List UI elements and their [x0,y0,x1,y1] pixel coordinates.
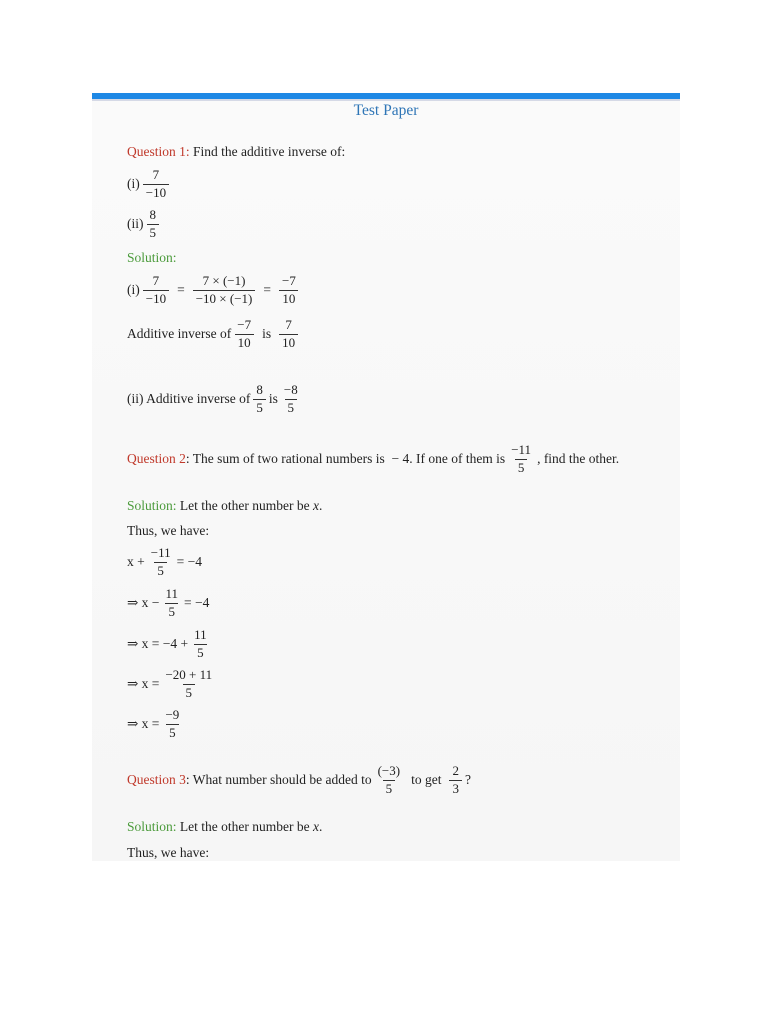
part-label: (i) [127,176,140,192]
numerator: 11 [165,586,178,601]
question-1-part-i [127,168,172,201]
fraction [253,383,266,416]
text: = −4 [183,595,210,611]
question-2-label: Question 2 [127,451,186,467]
denominator: 10 [235,334,254,351]
denominator: 5 [183,684,196,701]
question-2-step-1 [127,546,202,579]
question-1-part-ii [127,208,162,241]
fraction [508,443,534,476]
question-2-step-3 [127,628,213,661]
text: to get [411,772,442,788]
question-2-thus: Thus, we have: [127,523,210,538]
text: Additive inverse of [127,326,232,342]
numerator: −11 [511,442,532,457]
fraction [193,274,256,307]
page-title: Test Paper [353,102,419,119]
text: . [318,498,323,513]
denominator: 5 [515,459,528,476]
question-3-label: Question 3 [127,772,186,788]
fraction [162,708,182,741]
question-1-solution-label: Solution: [127,250,177,265]
numerator: −20 + 11 [165,667,213,682]
numerator: −8 [283,382,298,397]
fraction [148,546,174,579]
text: ⇒ x − [127,595,160,611]
solution-1-part-ii [127,383,304,416]
question-1-heading [127,144,345,160]
denominator: 10 [279,290,298,307]
denominator: 5 [253,399,266,416]
question-1-label: Question 1: [127,144,190,159]
question-3-solution-intro [127,819,322,835]
equals-sign: = [177,282,185,298]
text: ⇒ x = [127,716,160,732]
variable: x [312,498,319,513]
numerator: −11 [150,545,171,560]
fraction [162,668,215,701]
text: Let the other number be [176,819,313,834]
question-3-thus: Thus, we have: [127,845,210,860]
numerator: 7 [152,167,160,182]
denominator: −10 [143,184,169,201]
text: ? [464,772,471,788]
denominator: 3 [449,780,462,797]
numerator: 2 [452,763,459,778]
numerator: 8 [256,382,263,397]
denominator: 5 [285,399,298,416]
numerator: −9 [165,707,180,722]
document-page [92,101,680,861]
text: = −4 [176,554,202,570]
text: x + [127,554,145,570]
question-2-step-2 [127,587,209,620]
part-label: (i) [127,282,140,298]
fraction [279,274,299,307]
fraction [449,764,462,797]
numerator: (−3) [377,763,401,778]
numerator: −7 [282,273,296,288]
denominator: 5 [383,780,396,797]
text: ⇒ x = −4 + [127,636,189,652]
variable: x [312,819,319,834]
text: (ii) Additive inverse of [127,391,251,407]
text: is [268,391,278,407]
question-3-text: : What number should be added to [185,772,372,788]
question-2-step-5 [127,708,185,741]
denominator: 5 [147,224,160,241]
question-2-heading [127,443,619,476]
denominator: −10 [143,290,169,307]
question-2-solution-label: Solution: [127,498,177,513]
solution-1-part-i [127,274,302,307]
denominator: 5 [154,562,167,579]
denominator: 10 [279,334,298,351]
numerator: 7 × (−1) [202,273,246,288]
denominator: 5 [166,724,179,741]
denominator: 5 [165,603,178,620]
text: Let the other number be [176,498,313,513]
text: . [318,819,323,834]
fraction [162,587,181,620]
fraction [143,168,169,201]
question-2-solution-intro [127,498,322,514]
numerator: 8 [149,207,156,222]
numerator: 7 [152,273,160,288]
fraction [147,208,160,241]
fraction [143,274,169,307]
fraction [281,383,301,416]
numerator: 7 [285,317,292,332]
fraction [234,318,254,351]
solution-1-part-i-conclusion [127,318,301,351]
denominator: 5 [194,644,207,661]
fraction [375,764,404,797]
equals-sign: = [263,282,271,298]
question-1-text: Find the additive inverse of: [189,144,346,159]
numerator: −7 [237,317,252,332]
question-2-text: : The sum of two rational numbers is − 4. If one of them is [185,451,506,467]
fraction [279,318,298,351]
text: ⇒ x = [127,676,160,692]
denominator: −10 × (−1) [193,290,256,307]
fraction [191,628,210,661]
part-label: (ii) [127,216,144,232]
question-2-text-end: , find the other. [537,451,620,467]
text: is [262,326,272,342]
question-2-step-4 [127,668,218,701]
question-3-heading [127,764,471,797]
question-3-solution-label: Solution: [127,819,177,834]
numerator: 11 [194,627,207,642]
